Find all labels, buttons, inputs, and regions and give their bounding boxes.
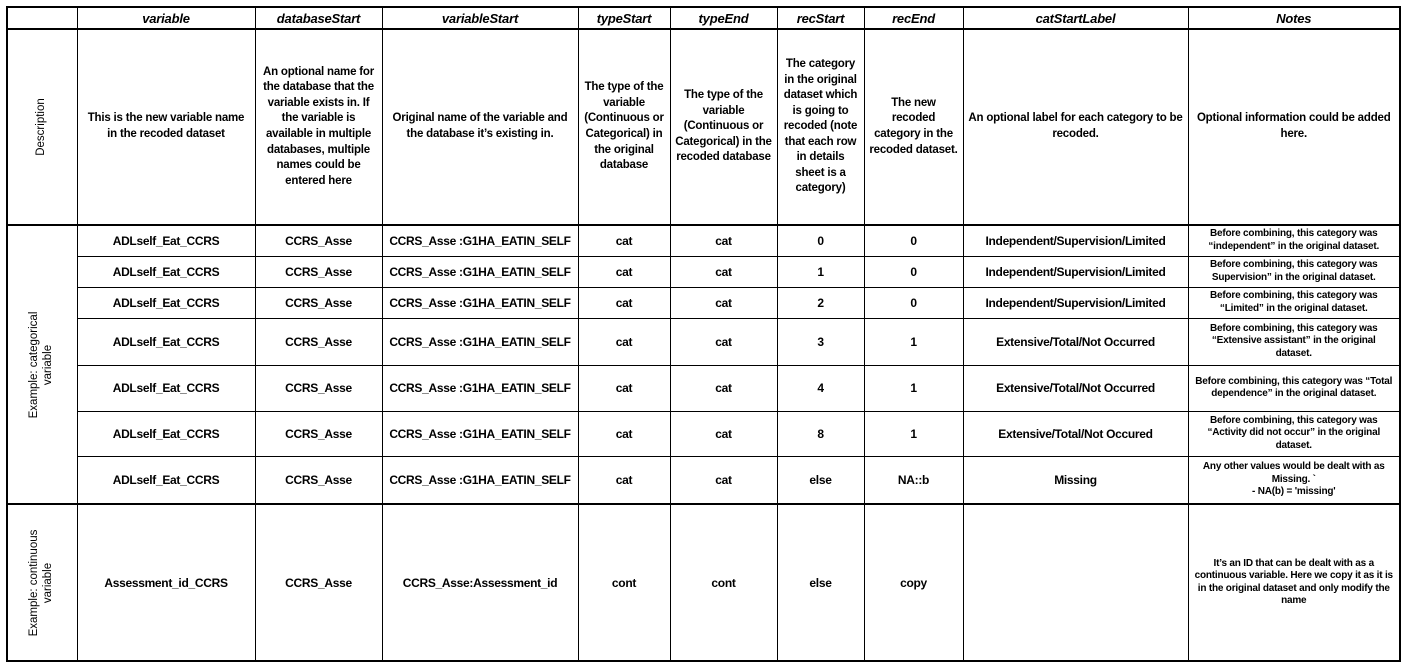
cell-variable: ADLself_Eat_CCRS <box>77 318 255 365</box>
desc-cell-recend: The new recoded category in the recoded dataset. <box>864 29 963 225</box>
cell-recend: copy <box>864 504 963 661</box>
cell-typestart: cat <box>578 411 670 456</box>
section-label-categorical-text: Example: categorical variable <box>28 311 55 418</box>
cell-databasestart: CCRS_Asse <box>255 456 382 504</box>
cell-variablestart: CCRS_Asse :G1HA_EATIN_SELF <box>382 225 578 256</box>
cell-typestart: cont <box>578 504 670 661</box>
corner-cell <box>7 7 77 29</box>
desc-cell-typestart: The type of the variable (Continuous or Categorical) in the original database <box>578 29 670 225</box>
cell-recend: 0 <box>864 225 963 256</box>
cell-variablestart: CCRS_Asse:Assessment_id <box>382 504 578 661</box>
cell-recstart: 4 <box>777 365 864 411</box>
cell-recend: 1 <box>864 365 963 411</box>
continuous-row <box>7 504 1400 661</box>
desc-cell-variable: This is the new variable name in the recoded dataset <box>77 29 255 225</box>
table-row <box>7 287 1400 318</box>
cell-typestart: cat <box>578 256 670 287</box>
cell-recstart: else <box>777 504 864 661</box>
table-row <box>7 256 1400 287</box>
cell-notes: Before combining, this category was “Activity did not occur” in the original dataset. <box>1188 411 1400 456</box>
cell-catstartlabel <box>963 504 1188 661</box>
col-header-notes: Notes <box>1188 7 1400 29</box>
cell-typeend: cont <box>670 504 777 661</box>
cell-recend: 1 <box>864 318 963 365</box>
cell-typeend: cat <box>670 225 777 256</box>
cell-variable: ADLself_Eat_CCRS <box>77 287 255 318</box>
cell-variable: ADLself_Eat_CCRS <box>77 456 255 504</box>
desc-cell-databasestart: An optional name for the database that the variable exists in. If the variable is available in multiple databases, multiple names could be entered here <box>255 29 382 225</box>
cell-databasestart: CCRS_Asse <box>255 411 382 456</box>
cell-recend: 0 <box>864 256 963 287</box>
cell-variablestart: CCRS_Asse :G1HA_EATIN_SELF <box>382 411 578 456</box>
cell-databasestart: CCRS_Asse <box>255 225 382 256</box>
cell-recstart: 3 <box>777 318 864 365</box>
cell-notes: Before combining, this category was “Extensive assistant” in the original dataset. <box>1188 318 1400 365</box>
cell-typestart: cat <box>578 456 670 504</box>
cell-notes: Before combining, this category was “Limited” in the original dataset. <box>1188 287 1400 318</box>
description-row <box>7 29 1400 225</box>
desc-cell-variablestart: Original name of the variable and the database it’s existing in. <box>382 29 578 225</box>
section-label-continuous <box>7 504 77 661</box>
cell-recstart: 8 <box>777 411 864 456</box>
cell-catstartlabel: Extensive/Total/Not Occurred <box>963 318 1188 365</box>
cell-databasestart: CCRS_Asse <box>255 287 382 318</box>
cell-typeend: cat <box>670 411 777 456</box>
col-header-typeend: typeEnd <box>670 7 777 29</box>
cell-databasestart: CCRS_Asse <box>255 256 382 287</box>
cell-variable: ADLself_Eat_CCRS <box>77 256 255 287</box>
cell-variablestart: CCRS_Asse :G1HA_EATIN_SELF <box>382 287 578 318</box>
cell-typestart: cat <box>578 287 670 318</box>
section-label-continuous-text: Example: continuous variable <box>28 529 55 636</box>
table-row <box>7 365 1400 411</box>
desc-cell-recstart: The category in the original dataset which is going to recoded (note that each row in details sheet is a category) <box>777 29 864 225</box>
cell-databasestart: CCRS_Asse <box>255 318 382 365</box>
cell-recstart: else <box>777 456 864 504</box>
cell-variablestart: CCRS_Asse :G1HA_EATIN_SELF <box>382 256 578 287</box>
col-header-variable: variable <box>77 7 255 29</box>
cell-notes: Before combining, this category was “Total dependence” in the original dataset. <box>1188 365 1400 411</box>
cell-catstartlabel: Independent/Supervision/Limited <box>963 287 1188 318</box>
cell-variable: ADLself_Eat_CCRS <box>77 411 255 456</box>
cell-databasestart: CCRS_Asse <box>255 365 382 411</box>
cell-notes: Before combining, this category was “independent” in the original dataset. <box>1188 225 1400 256</box>
cell-variable: Assessment_id_CCRS <box>77 504 255 661</box>
cell-typeend: cat <box>670 256 777 287</box>
cell-typeend: cat <box>670 287 777 318</box>
cell-recend: 0 <box>864 287 963 318</box>
cell-typestart: cat <box>578 365 670 411</box>
cell-notes: Any other values would be dealt with as Missing. ` - NA(b) = 'missing' <box>1188 456 1400 504</box>
cell-recend: NA::b <box>864 456 963 504</box>
cell-recstart: 1 <box>777 256 864 287</box>
cell-notes: It’s an ID that can be dealt with as a continuous variable. Here we copy it as it is in the original dataset and only modify the name <box>1188 504 1400 661</box>
section-label-description <box>7 29 77 225</box>
col-header-typestart: typeStart <box>578 7 670 29</box>
desc-cell-notes: Optional information could be added here. <box>1188 29 1400 225</box>
table-row <box>7 411 1400 456</box>
cell-catstartlabel: Extensive/Total/Not Occurred <box>963 365 1188 411</box>
desc-cell-catstartlabel: An optional label for each category to be recoded. <box>963 29 1188 225</box>
col-header-variablestart: variableStart <box>382 7 578 29</box>
cell-catstartlabel: Extensive/Total/Not Occured <box>963 411 1188 456</box>
cell-catstartlabel: Independent/Supervision/Limited <box>963 225 1188 256</box>
cell-recend: 1 <box>864 411 963 456</box>
cell-variablestart: CCRS_Asse :G1HA_EATIN_SELF <box>382 318 578 365</box>
cell-typeend: cat <box>670 365 777 411</box>
recode-details-sheet <box>6 6 1401 662</box>
cell-variablestart: CCRS_Asse :G1HA_EATIN_SELF <box>382 365 578 411</box>
cell-variable: ADLself_Eat_CCRS <box>77 225 255 256</box>
cell-catstartlabel: Missing <box>963 456 1188 504</box>
cell-recstart: 2 <box>777 287 864 318</box>
col-header-recend: recEnd <box>864 7 963 29</box>
table-row <box>7 456 1400 504</box>
cell-typeend: cat <box>670 456 777 504</box>
section-label-categorical <box>7 225 77 504</box>
header-row <box>7 7 1400 29</box>
recode-table <box>6 6 1401 662</box>
table-row <box>7 318 1400 365</box>
cell-databasestart: CCRS_Asse <box>255 504 382 661</box>
section-label-description-text: Description <box>35 98 48 156</box>
table-row <box>7 225 1400 256</box>
cell-typeend: cat <box>670 318 777 365</box>
cell-notes: Before combining, this category was Supervision” in the original dataset. <box>1188 256 1400 287</box>
cell-variable: ADLself_Eat_CCRS <box>77 365 255 411</box>
cell-variablestart: CCRS_Asse :G1HA_EATIN_SELF <box>382 456 578 504</box>
cell-typestart: cat <box>578 318 670 365</box>
col-header-recstart: recStart <box>777 7 864 29</box>
col-header-databasestart: databaseStart <box>255 7 382 29</box>
desc-cell-typeend: The type of the variable (Continuous or Categorical) in the recoded database <box>670 29 777 225</box>
cell-typestart: cat <box>578 225 670 256</box>
cell-recstart: 0 <box>777 225 864 256</box>
cell-catstartlabel: Independent/Supervision/Limited <box>963 256 1188 287</box>
col-header-catstartlabel: catStartLabel <box>963 7 1188 29</box>
